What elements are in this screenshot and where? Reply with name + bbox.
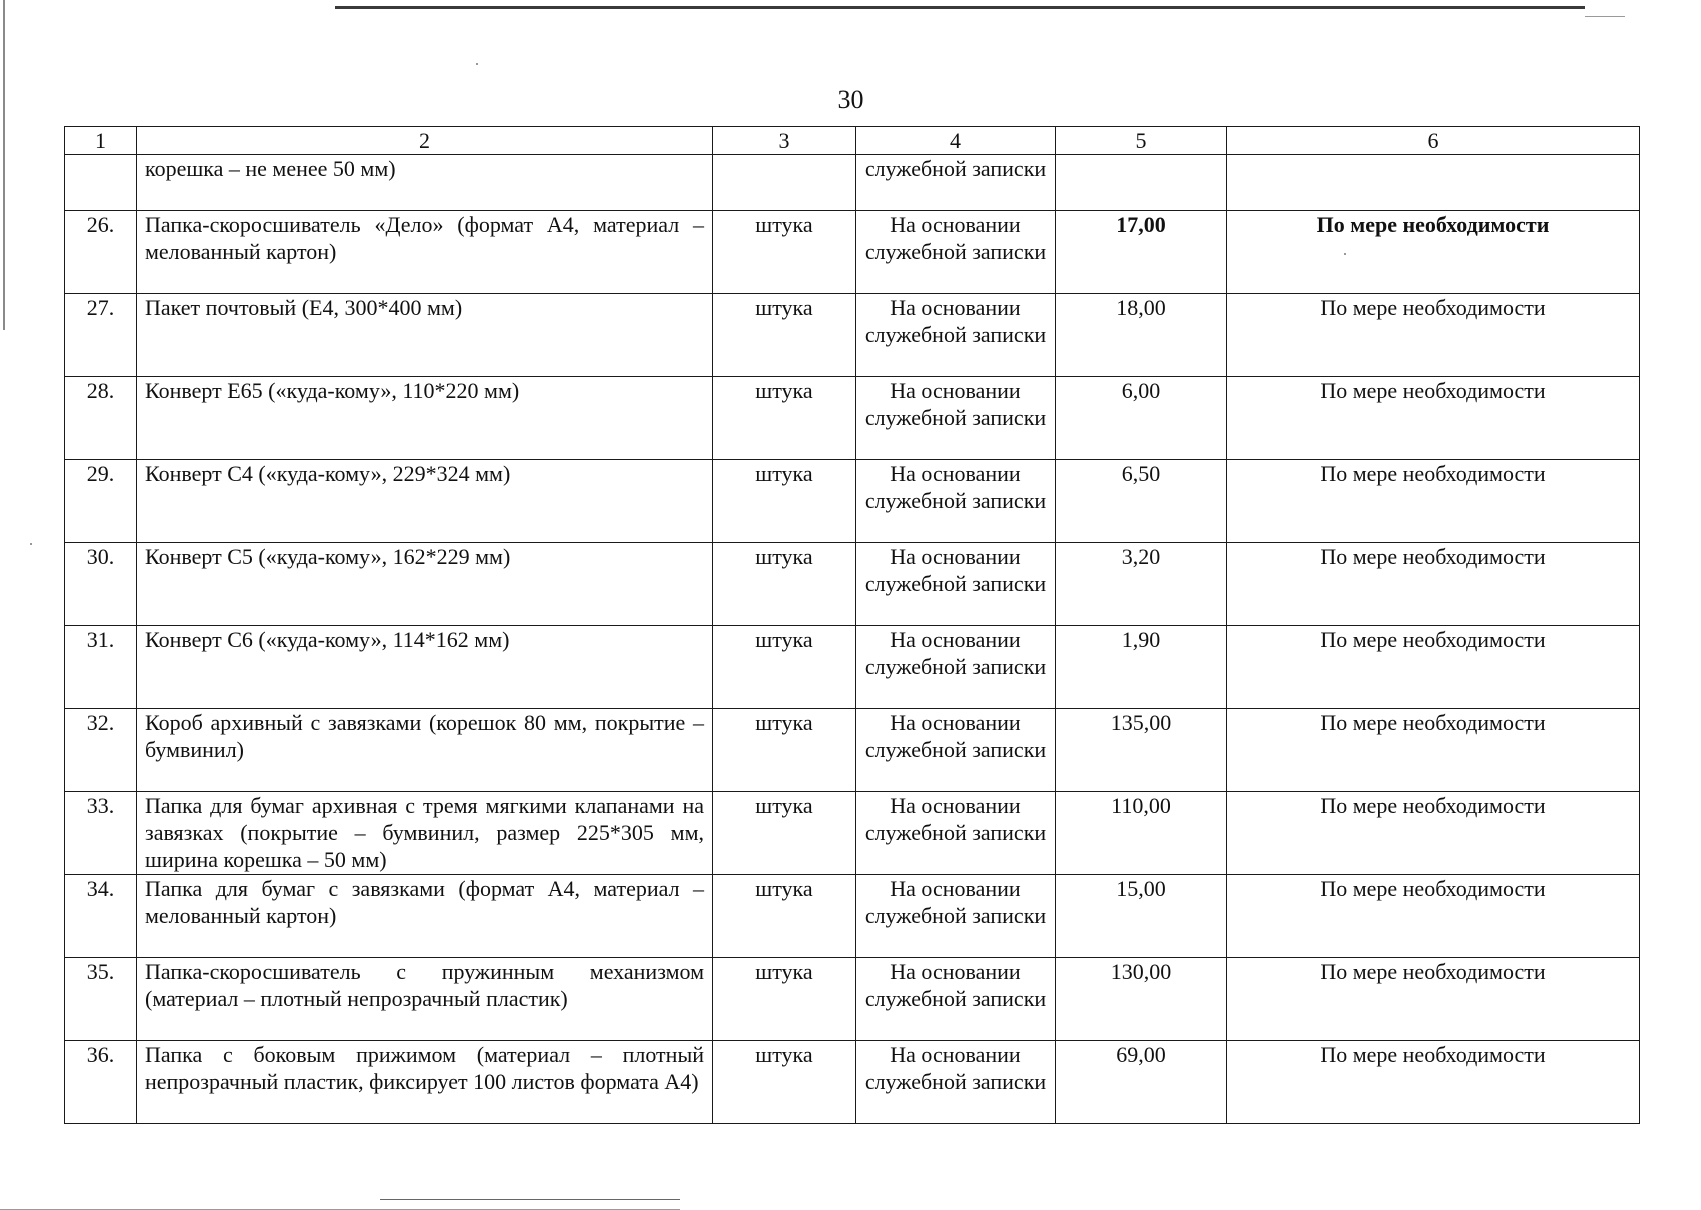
- table-row: [65, 626, 1640, 709]
- cell-basis: На основании служебной записки: [856, 211, 1056, 294]
- header-col-1: 1: [65, 127, 137, 155]
- cell-basis: На основании служебной записки: [856, 460, 1056, 543]
- header-col-3: 3: [713, 127, 856, 155]
- header-col-4: 4: [856, 127, 1056, 155]
- scan-edge-left: [3, 0, 5, 330]
- table-row: [65, 1041, 1640, 1124]
- table-row: [65, 792, 1640, 875]
- cell-name: Папка для бумаг архивная с тремя мягкими клапанами на завязках (покрытие – бумвинил, размер 225*305 мм, ширина корешка – 50 мм): [137, 792, 713, 875]
- cell-unit: штука: [713, 211, 856, 294]
- cell-unit: штука: [713, 377, 856, 460]
- supplies-table: [64, 126, 1640, 1124]
- cell-name: Конверт С4 («куда-кому», 229*324 мм): [137, 460, 713, 543]
- cell-name: Короб архивный с завязками (корешок 80 мм, покрытие – бумвинил): [137, 709, 713, 792]
- cell-frequency: [1227, 155, 1640, 211]
- cell-unit: штука: [713, 792, 856, 875]
- cell-price: 130,00: [1056, 958, 1227, 1041]
- cell-price: 6,50: [1056, 460, 1227, 543]
- cell-basis: На основании служебной записки: [856, 709, 1056, 792]
- scan-edge-top: [335, 6, 1585, 9]
- scan-speck: [476, 63, 478, 65]
- cell-num: 34.: [65, 875, 137, 958]
- cell-name: корешка – не менее 50 мм): [137, 155, 713, 211]
- table-row: [65, 377, 1640, 460]
- cell-basis: На основании служебной записки: [856, 294, 1056, 377]
- table-body: [65, 155, 1640, 1124]
- cell-num: 26.: [65, 211, 137, 294]
- cell-frequency: По мере необходимости: [1227, 211, 1640, 294]
- cell-price: 69,00: [1056, 1041, 1227, 1124]
- cell-price: 135,00: [1056, 709, 1227, 792]
- cell-unit: штука: [713, 958, 856, 1041]
- table-row-continuation: [65, 155, 1640, 211]
- cell-unit: штука: [713, 626, 856, 709]
- cell-num: 27.: [65, 294, 137, 377]
- cell-basis: служебной записки: [856, 155, 1056, 211]
- cell-unit: штука: [713, 543, 856, 626]
- page-number-text: 30: [837, 85, 864, 114]
- table-row: [65, 211, 1640, 294]
- scan-edge-top-right: [1585, 16, 1625, 17]
- header-col-2: 2: [137, 127, 713, 155]
- cell-basis: На основании служебной записки: [856, 543, 1056, 626]
- cell-unit: штука: [713, 709, 856, 792]
- cell-name: Папка-скоросшиватель «Дело» (формат А4, материал – мелованный картон): [137, 211, 713, 294]
- table-row: [65, 875, 1640, 958]
- table-row: [65, 709, 1640, 792]
- scan-speck: [30, 543, 32, 545]
- cell-unit: штука: [713, 460, 856, 543]
- table-row: [65, 543, 1640, 626]
- cell-unit: [713, 155, 856, 211]
- cell-unit: штука: [713, 1041, 856, 1124]
- cell-basis: На основании служебной записки: [856, 958, 1056, 1041]
- cell-frequency: По мере необходимости: [1227, 626, 1640, 709]
- cell-num: 36.: [65, 1041, 137, 1124]
- cell-unit: штука: [713, 875, 856, 958]
- cell-basis: На основании служебной записки: [856, 875, 1056, 958]
- cell-basis: На основании служебной записки: [856, 626, 1056, 709]
- cell-frequency: По мере необходимости: [1227, 294, 1640, 377]
- table-header: [65, 127, 1640, 155]
- cell-num: 33.: [65, 792, 137, 875]
- cell-name: Конверт С5 («куда-кому», 162*229 мм): [137, 543, 713, 626]
- cell-unit: штука: [713, 294, 856, 377]
- cell-frequency: По мере необходимости: [1227, 1041, 1640, 1124]
- cell-name: Конверт Е65 («куда-кому», 110*220 мм): [137, 377, 713, 460]
- cell-name: Пакет почтовый (Е4, 300*400 мм): [137, 294, 713, 377]
- cell-basis: На основании служебной записки: [856, 1041, 1056, 1124]
- cell-num: 32.: [65, 709, 137, 792]
- table-row: [65, 958, 1640, 1041]
- table-row: [65, 460, 1640, 543]
- cell-frequency: По мере необходимости: [1227, 792, 1640, 875]
- cell-num: 30.: [65, 543, 137, 626]
- cell-price: 18,00: [1056, 294, 1227, 377]
- header-row: [65, 127, 1640, 155]
- cell-num: 35.: [65, 958, 137, 1041]
- table-row: [65, 294, 1640, 377]
- cell-price: 1,90: [1056, 626, 1227, 709]
- cell-name: Конверт С6 («куда-кому», 114*162 мм): [137, 626, 713, 709]
- cell-num: 29.: [65, 460, 137, 543]
- cell-basis: На основании служебной записки: [856, 792, 1056, 875]
- cell-basis: На основании служебной записки: [856, 377, 1056, 460]
- cell-name: Папка для бумаг с завязками (формат А4, материал – мелованный картон): [137, 875, 713, 958]
- cell-frequency: По мере необходимости: [1227, 709, 1640, 792]
- cell-frequency: По мере необходимости: [1227, 543, 1640, 626]
- cell-num: 28.: [65, 377, 137, 460]
- cell-price: 3,20: [1056, 543, 1227, 626]
- cell-num: [65, 155, 137, 211]
- cell-price: 6,00: [1056, 377, 1227, 460]
- header-col-5: 5: [1056, 127, 1227, 155]
- header-col-6: 6: [1227, 127, 1640, 155]
- cell-price: 17,00: [1056, 211, 1227, 294]
- cell-frequency: По мере необходимости: [1227, 875, 1640, 958]
- cell-price: 15,00: [1056, 875, 1227, 958]
- cell-price: [1056, 155, 1227, 211]
- cell-name: Папка с боковым прижимом (материал – плотный непрозрачный пластик, фиксирует 100 листов формата А4): [137, 1041, 713, 1124]
- cell-frequency: По мере необходимости: [1227, 377, 1640, 460]
- cell-price: 110,00: [1056, 792, 1227, 875]
- cell-frequency: По мере необходимости: [1227, 460, 1640, 543]
- page-number: [0, 85, 1701, 115]
- cell-frequency: По мере необходимости: [1227, 958, 1640, 1041]
- cell-name: Папка-скоросшиватель с пружинным механизмом (материал – плотный непрозрачный пластик): [137, 958, 713, 1041]
- cell-num: 31.: [65, 626, 137, 709]
